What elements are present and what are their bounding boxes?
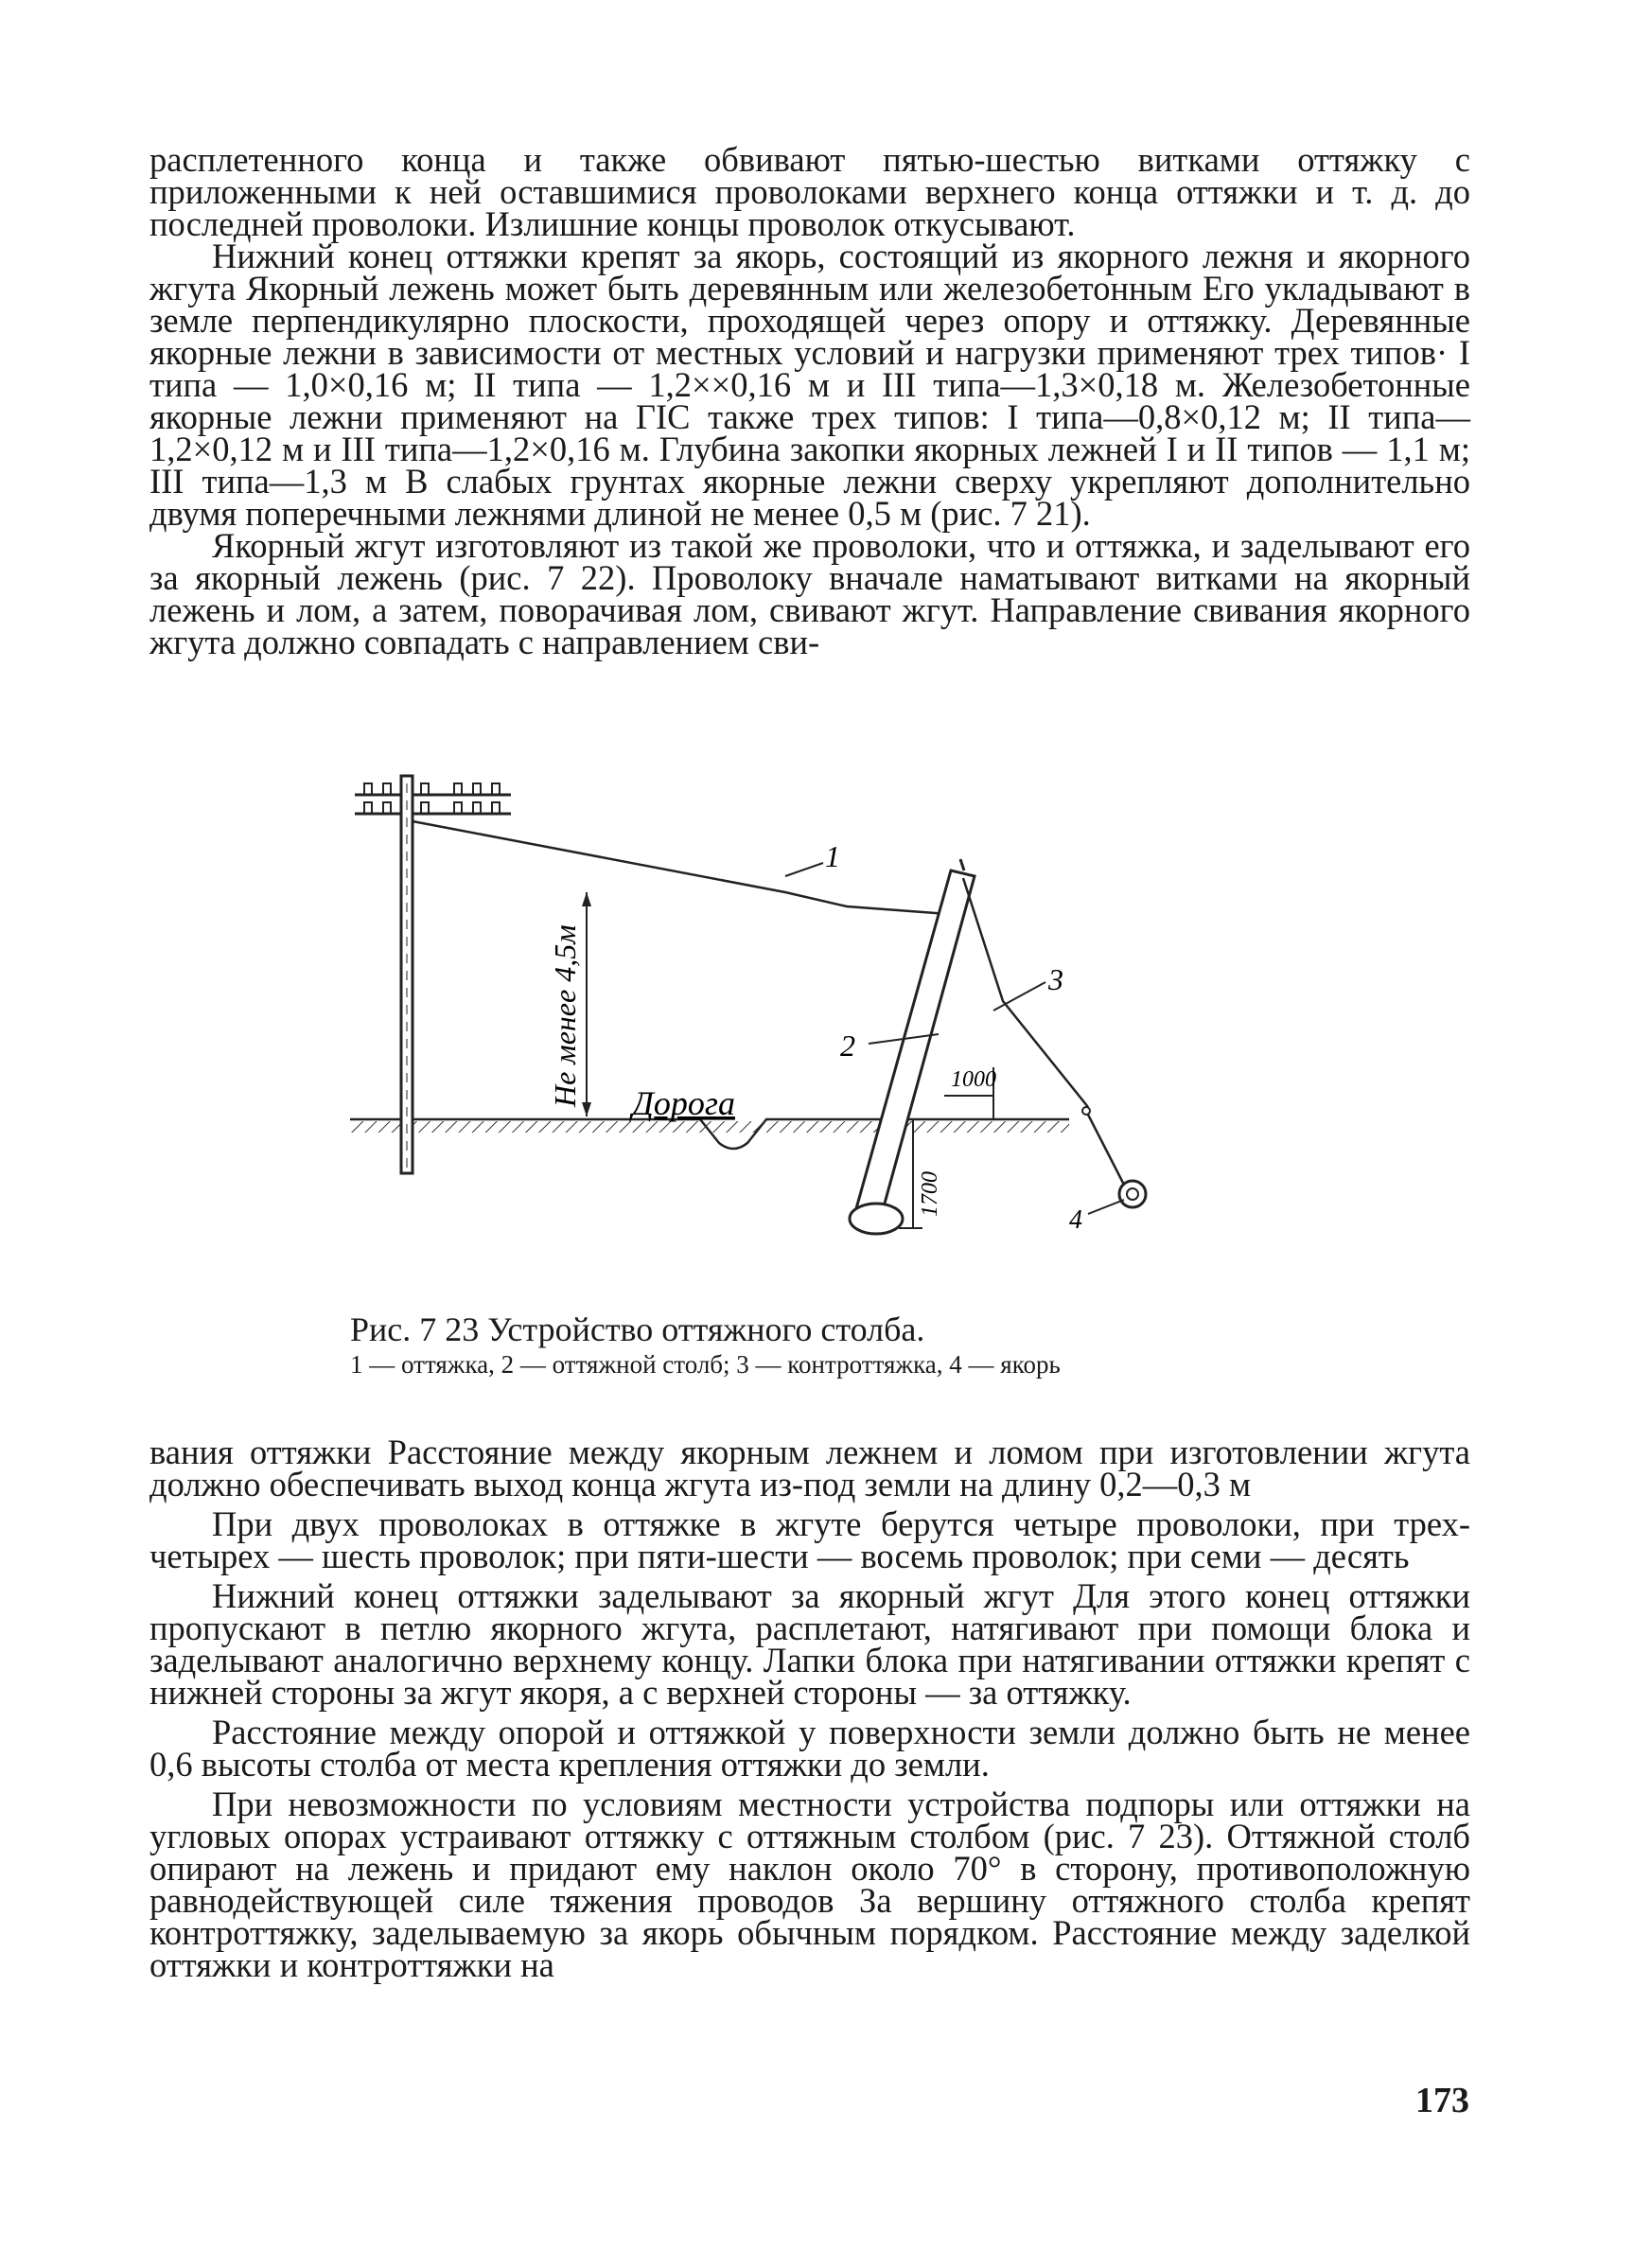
leader-line-4 bbox=[1088, 1200, 1124, 1214]
guy-wire bbox=[413, 821, 948, 914]
guy-pole-figure bbox=[331, 765, 1277, 1261]
paragraph: Расстояние между опорой и оттяжкой у поверхности земли должно быть не менее 0,6 высоты столба от места крепления оттяжки до земли. bbox=[149, 1713, 1470, 1784]
paragraph: Нижний конец оттяжки заделывают за якорный жгут Для этого конец оттяжки пропускают в петлю якорного жгута, расплетают, натягивают при помощи блока и заделывают аналогично верхнему концу. Лапки блока при натягивании оттяжки крепят с нижней стороны за жгут якоря, а с верхней стороны — за оттяжку. bbox=[149, 1576, 1470, 1712]
road-label: Дорога bbox=[632, 1084, 735, 1122]
paragraph: При двух проволоках в оттяжке в жгуте берутся четыре проволоки, при трех-четырех — шесть проволок; при пяти-шести — восемь проволок; при семи — десять bbox=[149, 1504, 1470, 1575]
dim-1700-label: 1700 bbox=[918, 1171, 942, 1217]
ground bbox=[350, 1119, 1069, 1149]
leader-line-1 bbox=[785, 863, 823, 876]
clearance-label: Не менее 4,5м bbox=[548, 924, 582, 1107]
label-2: 2 bbox=[840, 1029, 855, 1063]
label-4: 4 bbox=[1069, 1205, 1082, 1235]
caption-title: Рис. 7 23 Устройство оттяжного столба. bbox=[350, 1310, 925, 1348]
paragraph: расплетенного конца и также обвивают пятью-шестью витками оттяжку с приложенными к ней оставшимися проволоками верхнего конца оттяжки и т. д. до последней проволоки. Излишние концы проволок откусывают. bbox=[149, 140, 1470, 243]
caption-legend: 1 — оттяжка, 2 — оттяжной столб; 3 — контроттяжка, 4 — якорь bbox=[350, 1350, 1061, 1379]
dim-1000-label: 1000 bbox=[951, 1067, 996, 1092]
text-block-top bbox=[149, 140, 1470, 661]
paragraph: Якорный жгут изготовляют из такой же проволоки, что и оттяжка, и заделывают его за якорный лежень (рис. 7 22). Проволоку вначале наматывают витками на якорный лежень и лом, а затем, поворачивая лом, свивают жгут. Направление свивания якорного жгута должно совпадать с направлением сви- bbox=[149, 526, 1470, 661]
text-block-bottom bbox=[149, 1433, 1470, 1984]
paragraph: вания оттяжки Расстояние между якорным лежнем и ломом при изготовлении жгута должно обеспечивать выход конца жгута из-под земли на длину 0,2—0,3 м bbox=[149, 1433, 1470, 1503]
counter-guy-wire bbox=[963, 878, 1146, 1207]
paragraph: При невозможности по условиям местности устройства подпоры или оттяжки на угловых опорах устраивают оттяжку с оттяжным столбом (рис. 7 23). Оттяжной столб опирают на лежень и придают ему наклон около 70° в сторону, противоположную равнодействующей силе тяжения проводов За вершину оттяжного столба крепят контроттяжку, заделываемую за якорь обычным порядком. Расстояние между заделкой оттяжки и контроттяжки на bbox=[149, 1785, 1470, 1984]
figure-caption bbox=[350, 1310, 1277, 1380]
paragraph: Нижний конец оттяжки крепят за якорь, состоящий из якорного лежня и якорного жгута Якорный лежень может быть деревянным или железобетонным Его укладывают в земле перпендикулярно плоскости, проходящей через опору и оттяжку. Деревянные якорные лежни в зависимости от местных условий и нагрузки применяют трех типов· I типа — 1,0×0,16 м; II типа — 1,2××0,16 м и III типа—1,3×0,18 м. Железобетонные якорные лежни применяют на ГIС также трех типов: I типа—0,8×0,12 м; II типа—1,2×0,12 м и III типа—1,2×0,16 м. Глубина закопки якорных лежней I и II типов — 1,1 м; III типа—1,3 м В слабых грунтах якорные лежни сверху укрепляют дополнительно двумя поперечными лежнями длиной не менее 0,5 м (рис. 7 21). bbox=[149, 237, 1470, 533]
label-3: 3 bbox=[1048, 962, 1063, 996]
page-number: 173 bbox=[1415, 2081, 1469, 2120]
clearance-dimension bbox=[582, 892, 591, 1116]
label-1: 1 bbox=[825, 839, 840, 873]
